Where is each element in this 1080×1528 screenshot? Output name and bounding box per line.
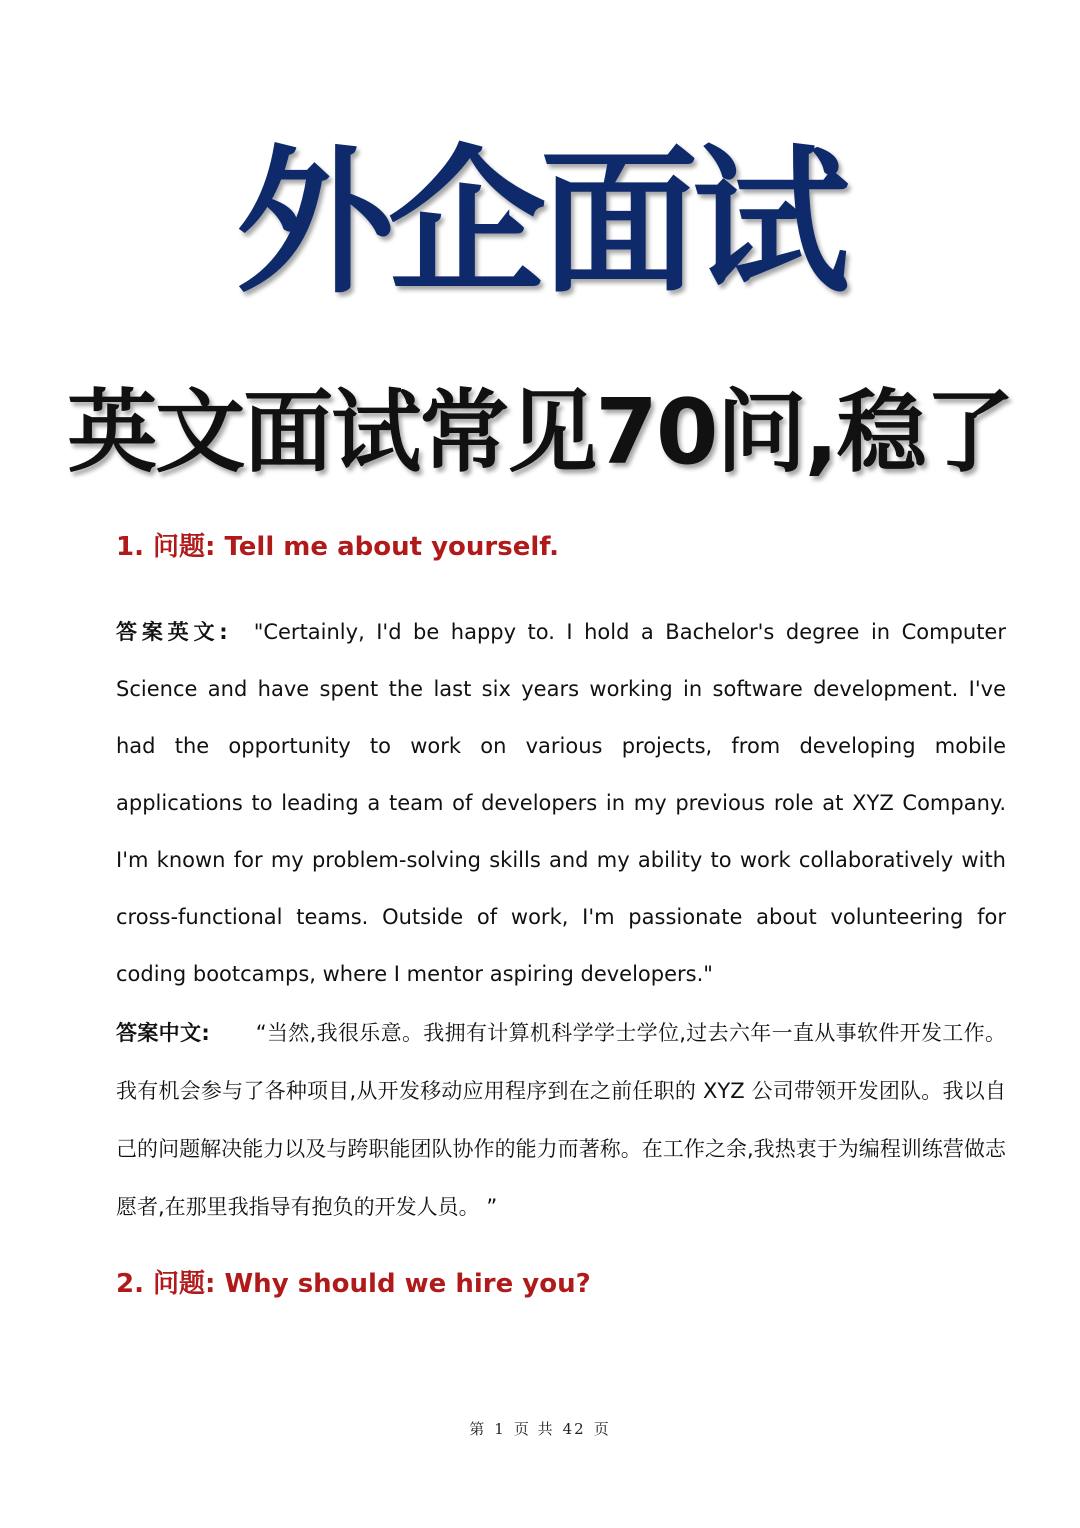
footer-prefix: 第: [469, 1420, 487, 1438]
footer-middle: 页 共: [513, 1420, 555, 1438]
answer-chinese: [116, 1004, 1006, 1236]
page-footer: [0, 1418, 1080, 1439]
question-number: 2.: [116, 1269, 144, 1299]
answer-chinese-text: “当然,我很乐意。我拥有计算机科学学士学位,过去六年一直从事软件开发工作。我有机会参与了各种项目,从开发移动应用程序到在之前任职的 XYZ 公司带领开发团队。我以自己的问题解决能力以及与跨职能团队协作的能力而著称。在工作之余,我热衷于为编程训练营做志愿者,在那里我指导有抱负的开发人员。 ”: [116, 1021, 1006, 1219]
title-sub: 英文面试常见70问,稳了: [67, 380, 1013, 485]
answer-english: [116, 604, 1006, 1003]
footer-total-pages: 42: [562, 1420, 586, 1438]
question-text: Why should we hire you?: [224, 1269, 591, 1299]
question-label: 问题:: [153, 1269, 216, 1299]
question-number: 1.: [116, 532, 144, 562]
title-main: 外企面试: [236, 131, 844, 315]
question-text: Tell me about yourself.: [224, 532, 560, 562]
answer-chinese-label: 答案中文:: [116, 1021, 210, 1045]
question-label: 问题:: [153, 532, 216, 562]
question-2-heading: [116, 1267, 1016, 1301]
question-1-heading: [116, 530, 1016, 564]
answer-english-text: "Certainly, I'd be happy to. I hold a Bachelor's degree in Computer Science and have spent the last six years working in software development. I've had the opportunity to work on various projects, from developing mobile applications to leading a team of developers in my previous role at XYZ Company. I'm known for my problem-solving skills and my ability to work collaboratively with cross-functional teams. Outside of work, I'm passionate about volunteering for coding bootcamps, where I mentor aspiring developers.": [116, 620, 1006, 986]
answer-english-label: 答案英文:: [116, 620, 228, 644]
footer-page-number: 1: [494, 1420, 506, 1438]
footer-suffix: 页: [593, 1420, 611, 1438]
